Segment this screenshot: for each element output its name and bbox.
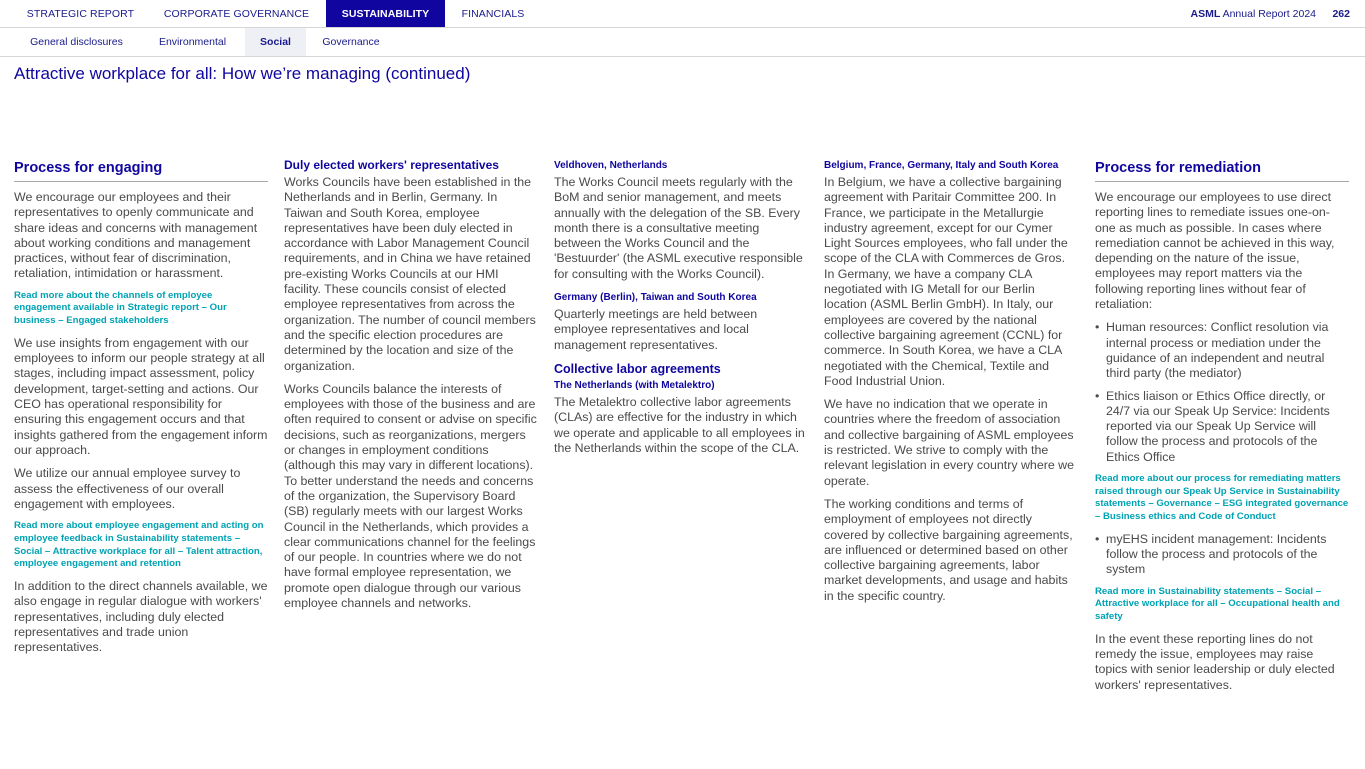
tab-financials[interactable]: FINANCIALS — [461, 8, 525, 20]
read-more-link[interactable]: Read more in Sustainability statements – Social – Attractive workplace for all – Occupational health and safety — [1095, 585, 1340, 623]
paragraph: In the event these reporting lines do not remedy the issue, employees may raise topics with senior leadership or duly elected workers' representatives. — [1095, 631, 1335, 692]
paragraph: In Belgium, we have a collective bargaining agreement with Paritair Committee 200. In France, we participate in the Metallurgie industry agreement, except for our Cymer Light Sources employees, who fall under the scope of the CLA with Commerces de Gros. In Germany, we have a company CLA negotiated with IG Metall for our Berlin location (ASML Berlin GmbH). In Italy, our employees are covered by the national collective bargaining agreement (CCNL) for commerce. In South Korea, we have a CLA negotiated with the Chemical, Textile and Food Industrial Union. — [824, 175, 1068, 388]
location-heading: Belgium, France, Germany, Italy and South Korea — [824, 160, 1059, 171]
subsection-heading: Collective labor agreements — [554, 361, 721, 376]
column-collective-agreements — [824, 158, 1078, 612]
bullet-list — [1095, 320, 1349, 465]
paragraph: We have no indication that we operate in countries where the freedom of association and collective bargaining of ASML employees is restricted. We strive to comply with the relevant legislation in every country where we operate. — [824, 397, 1075, 488]
page-title: Attractive workplace for all: How we’re managing (continued) — [14, 64, 471, 83]
list-item: • myEHS incident management: Incidents follow the process and protocols of the system — [1095, 532, 1349, 578]
subsection-heading: Duly elected workers' representatives — [284, 158, 499, 172]
column-works-council-meetings — [554, 158, 808, 464]
subtab-environmental[interactable]: Environmental — [158, 36, 227, 48]
subtab-general-disclosures[interactable]: General disclosures — [30, 36, 123, 48]
paragraph: Works Councils have been established in the Netherlands and in Berlin, Germany. In Taiwan and South Korea, employee representatives have been duly elected in accordance with Labor Management Council requirements, and in China we have retained pre-existing Works Councils at our HMI facility. These councils consist of elected employee representatives from across the organization. The number of council members and the specific election procedures are determined by the location and size of the organization. — [284, 175, 536, 373]
read-more-link[interactable]: Read more about employee engagement and acting on employee feedback in Sustainability statements – Social – Attractive workplace for all – Talent attraction, employee engagement and retention — [14, 520, 264, 570]
column-process-for-engaging — [14, 158, 268, 663]
paragraph: Works Councils balance the interests of employees with those of the business and are often required to consent or advise on specific decisions, such as reorganizations, mergers or changes in employment conditions (although this may vary in different locations). To better understand the needs and concerns of the organization, the Supervisory Board (SB) regularly meets with our largest Works Council in the Netherlands, which provides a clear communications channel for the feelings of our people. In countries where we do not have formal employee representation, we promote open dialogue through our various employee channels and networks. — [284, 381, 537, 611]
paragraph: We use insights from engagement with our employees to inform our people strategy at all stages, including impact assessment, policy development, target-setting and actions. Our CEO has operational responsibility for ensuring this engagement occurs and that insights gathered from the engagement inform our approach. — [14, 335, 268, 457]
tab-strategic-report[interactable]: STRATEGIC REPORT — [26, 8, 135, 20]
location-heading: The Netherlands (with Metalektro) — [554, 379, 715, 391]
sub-navigation — [0, 28, 1365, 57]
report-name: Annual Report 2024 — [1222, 8, 1316, 20]
column-process-for-remediation — [1095, 158, 1349, 701]
tab-sustainability[interactable]: SUSTAINABILITY — [326, 0, 445, 27]
location-heading: Veldhoven, Netherlands — [554, 160, 668, 171]
bullet-list — [1095, 532, 1349, 578]
page-number: 262 — [1332, 8, 1350, 20]
section-heading: Process for engaging — [14, 158, 268, 182]
paragraph: In addition to the direct channels available, we also engage in regular dialogue with workers' representatives, including duly elected representatives and trade union representatives. — [14, 578, 268, 655]
paragraph: Quarterly meetings are held between employee representatives and local management representatives. — [554, 307, 758, 352]
report-title — [1191, 0, 1317, 27]
read-more-link[interactable]: Read more about our process for remediating matters raised through our Speak Up Service in Sustainability statements – Governance – ESG integrated governance – Business ethics and Code of Conduct — [1095, 473, 1349, 523]
brand-name: ASML — [1190, 8, 1221, 20]
subtab-social[interactable]: Social — [245, 28, 306, 56]
list-item: • Human resources: Conflict resolution via internal process or mediation under the guidance of an independent and neutral third party (the mediator) — [1095, 320, 1349, 381]
top-navigation — [0, 0, 1365, 28]
location-heading: Germany (Berlin), Taiwan and South Korea — [554, 292, 757, 304]
paragraph: The Metalektro collective labor agreements (CLAs) are effective for the industry in which we operate and applicable to all employees in the Netherlands within the scope of the CLA. — [554, 394, 805, 455]
tab-corporate-governance[interactable]: CORPORATE GOVERNANCE — [163, 8, 310, 20]
subtab-governance[interactable]: Governance — [322, 36, 380, 48]
paragraph: The Works Council meets regularly with the BoM and senior management, and meets annually with the delegation of the SB. Every month there is a consultative meeting between the Works Council and the 'Bestuurder' (the ASML executive responsible for consulting with the Works Council). — [554, 175, 803, 281]
paragraph: We encourage our employees and their representatives to openly communicate and share ideas and concerns with management about working conditions and management practices, without fear of discrimination, retaliation, intimidation or harassment. — [14, 190, 258, 281]
paragraph: We encourage our employees to use direct reporting lines to remediate issues one-on-one as much as possible. In cases where remediation cannot be achieved in this way, depending on the nature of the issue, employees may report matters via the following reporting lines without fear of retaliation: — [1095, 190, 1335, 312]
read-more-link[interactable]: Read more about the channels of employee engagement available in Strategic report – Our business – Engaged stakeholders — [14, 289, 227, 327]
list-item: • Ethics liaison or Ethics Office directly, or 24/7 via our Speak Up Service: Incidents reported via our Speak Up Service will follow the process and protocols of the Ethics Office — [1095, 389, 1349, 465]
section-heading: Process for remediation — [1095, 158, 1349, 182]
paragraph: The working conditions and terms of employment of employees not directly covered by collective bargaining agreements, are influenced or determined based on other collective bargaining agreements, labor market developments, and usage and habits in the specific country. — [824, 496, 1073, 603]
column-workers-representatives — [284, 158, 538, 619]
paragraph: We utilize our annual employee survey to assess the effectiveness of our overall engagement with employees. — [14, 466, 241, 511]
